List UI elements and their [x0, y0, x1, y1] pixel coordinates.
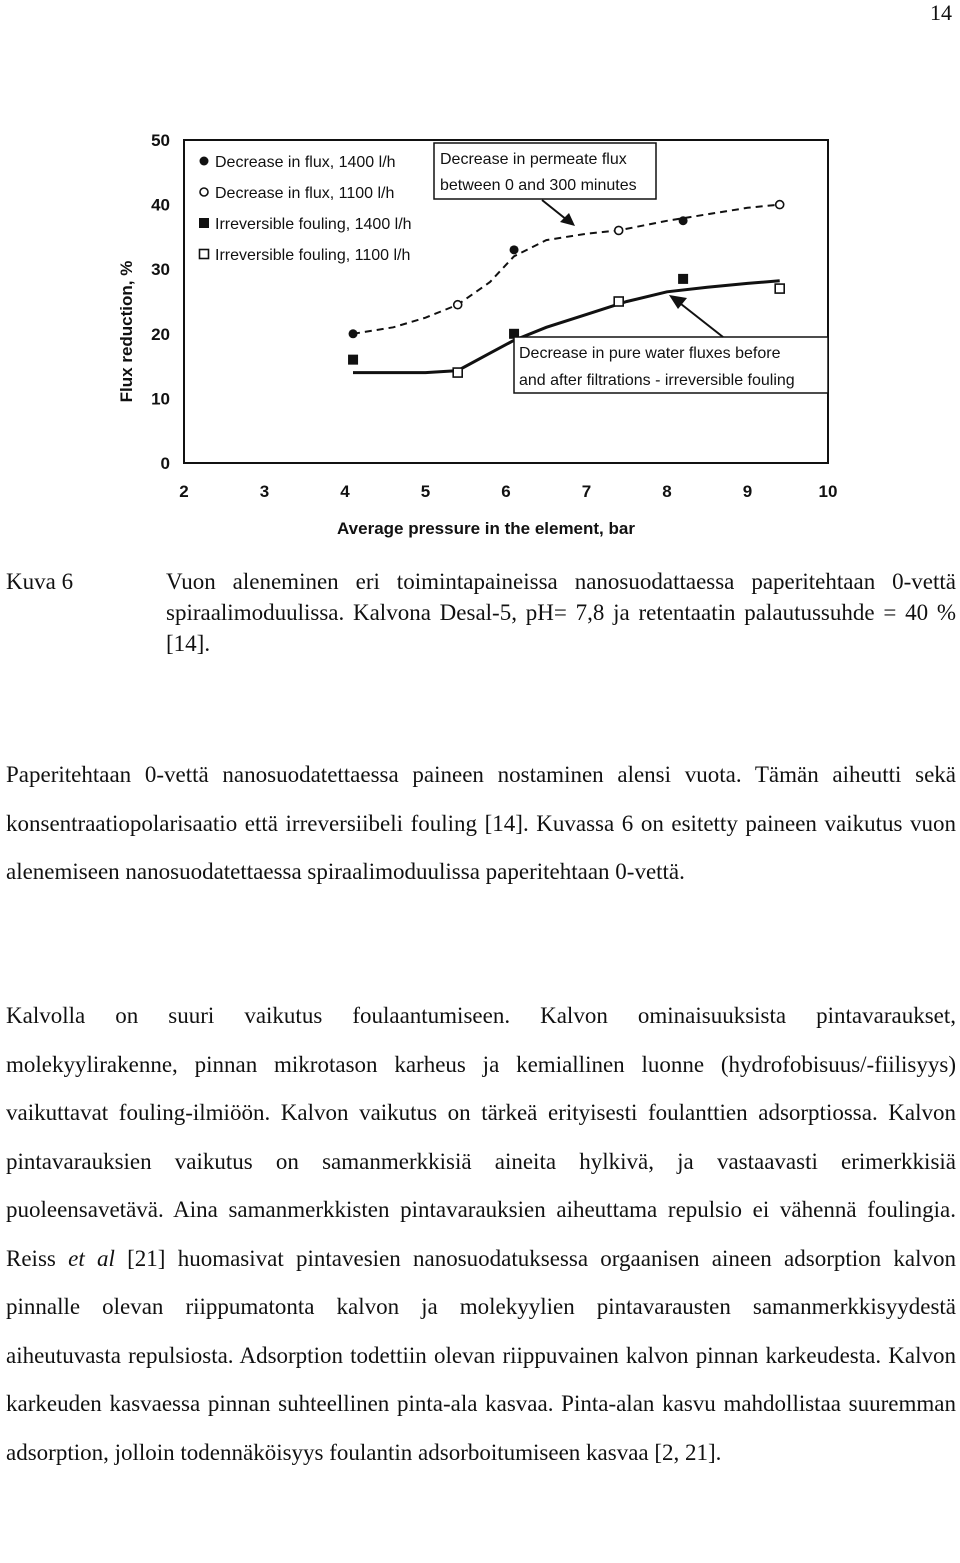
flux-trend-line	[353, 205, 780, 334]
paragraph-2-italic: et al	[68, 1245, 115, 1271]
x-tick-label: 6	[501, 482, 511, 501]
legend-entry-label: Irreversible fouling, 1400 l/h	[215, 216, 412, 233]
x-tick-label: 2	[179, 482, 189, 501]
x-tick-label: 10	[818, 482, 838, 501]
x-tick-label: 3	[259, 482, 270, 501]
x-tick-label: 8	[662, 482, 672, 501]
legend-marker-filled-circle	[200, 157, 209, 166]
paragraph-1: Paperitehtaan 0-vettä nanosuodatettaessa paineen nostaminen alensi vuota. Tämän aiheutti sekä konsentraatiopolarisaatio että irreversiibeli fouling [14]. Kuvassa 6 on esitetty paineen vaikutus vuon alenemiseen nanosuodatettaessa spiraalimoduulissa paperitehtaan 0-vettä.	[6, 762, 956, 884]
x-tick-label: 5	[420, 482, 431, 501]
y-tick-label: 50	[151, 131, 170, 150]
flux-reduction-chart	[100, 118, 860, 548]
paragraph-2-part-2: [21] huomasivat pintavesien nanosuodatuksessa orgaanisen aineen adsorption kalvon pinnalle olevan riippumatonta kalvon ja molekyylien pintavarausten samanmerkkisyydestä aiheutuvasta repulsiosta. Adsorption todettiin olevan riippuvainen kalvon pinnan karkeudesta. Kalvon karkeuden kasvaessa pinnan suhteellinen pinta-ala kasvaa. Pinta-alan kasvu mahdollistaa suuremman adsorption, jolloin todennäköisyys foulantin adsorboitumiseen kasvaa [2, 21].	[6, 1245, 956, 1465]
y-tick-label: 40	[151, 195, 170, 215]
data-point-open-circle	[615, 226, 623, 234]
annotation-top-text: Decrease in permeate flux	[440, 151, 627, 168]
caption-label: Kuva 6	[6, 569, 74, 594]
caption-text: Vuon aleneminen eri toimintapaineissa nanosuodattaessa paperitehtaan 0-vettä spiraalimoduulissa. Kalvona Desal-5, pH= 7,8 ja retentaatin palautussuhde = 40 % [14].	[166, 569, 956, 656]
legend-marker-filled-square	[199, 218, 209, 228]
data-point-filled-circle	[349, 329, 358, 338]
x-tick-label: 4	[340, 482, 350, 501]
data-point-open-square	[775, 284, 784, 293]
data-point-open-circle	[454, 301, 462, 309]
data-point-filled-circle	[510, 245, 519, 254]
legend-marker-open-square	[200, 250, 209, 259]
x-tick-label: 7	[581, 482, 592, 501]
annotation-bottom-text: and after filtrations - irreversible fouling	[519, 372, 795, 389]
legend	[199, 154, 412, 264]
y-tick-label: 0	[160, 454, 170, 473]
legend-entry-label: Decrease in flux, 1400 l/h	[215, 154, 396, 171]
annotation-top-text: between 0 and 300 minutes	[440, 177, 637, 194]
x-tick-label: 9	[742, 482, 753, 501]
data-point-open-square	[614, 297, 623, 306]
paragraph-2-part-1: Kalvolla on suuri vaikutus foulaantumiseen. Kalvon ominaisuuksista pintavaraukset, molekyylirakenne, pinnan mikrotason karheus ja kemiallinen luonne (hydrofobisuus/-fiilisyys) vaikuttavat fouling-ilmiöön. Kalvon vaikutus on tärkeä erityisesti foulanttien adsorptiossa. Kalvon pintavarauksien vaikutus on samanmerkkisiä aineita hylkivä, ja vastaavasti erimerkkisiä puoleensavetävä. Aina samanmerkkisten pintavarauksien aiheuttama repulsio ei vähennä foulingia. Reiss	[6, 1003, 956, 1271]
annotation-bottom-arrow	[681, 304, 723, 337]
legend-marker-open-circle	[200, 188, 208, 196]
annotation-bottom-text: Decrease in pure water fluxes before	[519, 345, 781, 362]
y-axis-label: Flux reduction, %	[117, 260, 136, 403]
legend-entry-label: Decrease in flux, 1100 l/h	[215, 185, 395, 202]
annotations	[434, 143, 828, 393]
annotation-top-arrow	[542, 200, 567, 220]
paragraph-2	[6, 992, 956, 1477]
data-point-filled-square	[348, 355, 358, 365]
data-point-open-square	[453, 368, 462, 377]
page-number: 14	[930, 0, 952, 25]
data-point-open-circle	[776, 201, 784, 209]
data-point-filled-circle	[679, 216, 688, 225]
y-tick-label: 30	[151, 260, 170, 280]
chart-svg	[100, 118, 860, 548]
legend-entry-label: Irreversible fouling, 1100 l/h	[215, 247, 411, 264]
x-axis-label: Average pressure in the element, bar	[337, 519, 635, 538]
y-tick-label: 20	[151, 324, 170, 344]
y-tick-label: 10	[151, 389, 170, 409]
data-point-filled-square	[678, 274, 688, 284]
